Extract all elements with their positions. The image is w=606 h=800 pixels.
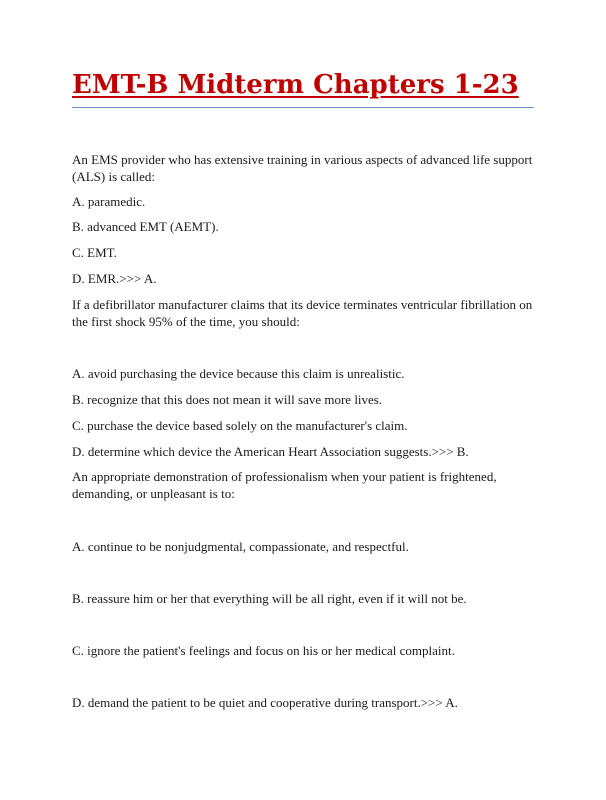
question-2-option-c: C. purchase the device based solely on the manufacturer's claim.	[72, 418, 408, 433]
question-1-option-d: D. EMR.>>> A.	[72, 271, 157, 286]
question-1-option-c: C. EMT.	[72, 245, 117, 260]
question-2-option-b: B. recognize that this does not mean it will save more lives.	[72, 392, 383, 407]
question-1-prompt: An EMS provider who has extensive training in various aspects of advanced life support (ALS) is called:	[72, 152, 533, 184]
question-3-option-c: C. ignore the patient's feelings and focus on his or her medical complaint.	[72, 643, 455, 658]
question-1-option-a: A. paramedic.	[72, 194, 146, 209]
question-3-option-a: A. continue to be nonjudgmental, compassionate, and respectful.	[72, 539, 409, 554]
question-2-prompt: If a defibrillator manufacturer claims that its device terminates ventricular fibrillation on the first shock 95% of the time, you should:	[72, 297, 533, 329]
question-3-option-b: B. reassure him or her that everything will be all right, even if it will not be.	[72, 591, 467, 606]
question-3-prompt: An appropriate demonstration of professionalism when your patient is frightened, demanding, or unpleasant is to:	[72, 469, 497, 501]
question-1-option-b: B. advanced EMT (AEMT).	[72, 219, 219, 234]
page-title: EMT-B Midterm Chapters 1-23	[72, 70, 519, 100]
title-divider	[72, 107, 534, 108]
question-2-option-a: A. avoid purchasing the device because this claim is unrealistic.	[72, 366, 405, 381]
question-3-option-d: D. demand the patient to be quiet and cooperative during transport.>>> A.	[72, 695, 458, 710]
question-2-option-d: D. determine which device the American Heart Association suggests.>>> B.	[72, 444, 469, 459]
